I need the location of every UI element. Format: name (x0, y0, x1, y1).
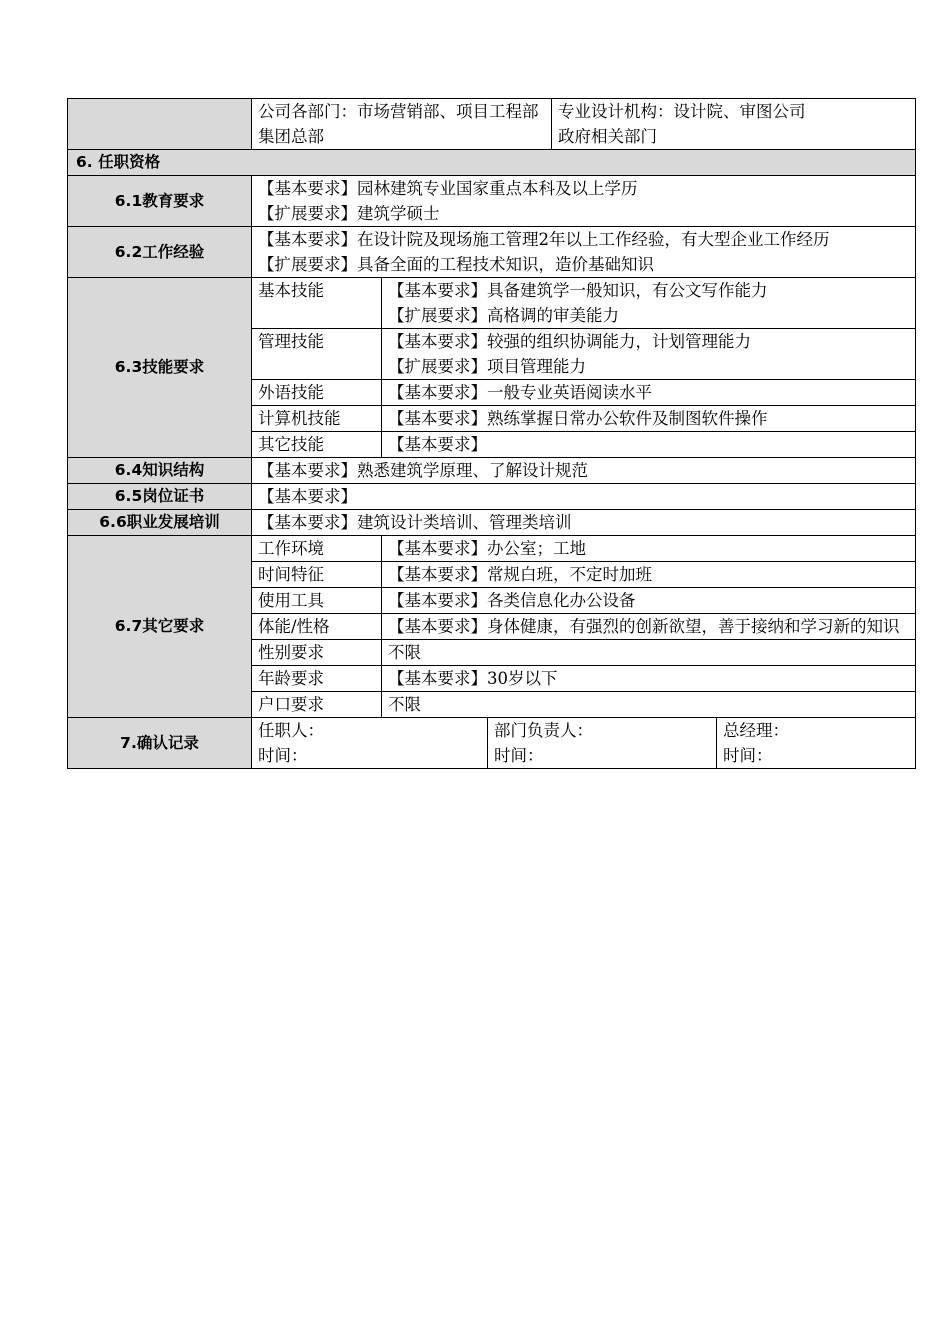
experience-line: 【基本要求】在设计院及现场施工管理2年以上工作经验，有大型企业工作经历 (258, 230, 830, 249)
skill-content (382, 432, 916, 458)
section-6-header-row (68, 150, 916, 176)
signer-cell[interactable] (252, 718, 488, 769)
skill-line: 【基本要求】具备建筑学一般知识，有公文写作能力 (388, 281, 768, 300)
skill-name: 管理技能 (252, 329, 382, 380)
education-content (252, 176, 916, 227)
knowledge-label: 6.4知识结构 (68, 458, 252, 484)
skill-name: 基本技能 (252, 278, 382, 329)
knowledge-row (68, 458, 916, 484)
knowledge-content: 【基本要求】熟悉建筑学原理、了解设计规范 (252, 458, 916, 484)
skill-name: 其它技能 (252, 432, 382, 458)
education-line: 【扩展要求】建筑学硕士 (258, 204, 440, 223)
signer-time: 时间： (494, 746, 544, 765)
other-requirement-name: 工作环境 (252, 536, 382, 562)
training-content: 【基本要求】建筑设计类培训、管理类培训 (252, 510, 916, 536)
internal-contacts-line: 集团总部 (258, 127, 324, 146)
internal-contacts-line: 公司各部门：市场营销部、项目工程部 (258, 102, 539, 121)
signer-role: 部门负责人： (494, 721, 593, 740)
skill-content (382, 380, 916, 406)
other-requirement-name: 使用工具 (252, 588, 382, 614)
skill-line: 【扩展要求】项目管理能力 (388, 357, 586, 376)
signer-role: 总经理： (723, 721, 790, 740)
skill-line: 【基本要求】较强的组织协调能力，计划管理能力 (388, 332, 751, 351)
skill-line: 【基本要求】熟练掌握日常办公软件及制图软件操作 (388, 409, 768, 428)
signer-cell[interactable] (488, 718, 717, 769)
certificate-content: 【基本要求】 (252, 484, 916, 510)
experience-row (68, 227, 916, 278)
signer-time: 时间： (258, 746, 308, 765)
job-qualification-table (67, 98, 916, 769)
other-requirement-content: 【基本要求】各类信息化办公设备 (382, 588, 916, 614)
other-requirement-name: 年龄要求 (252, 666, 382, 692)
experience-content (252, 227, 916, 278)
signer-cell[interactable] (717, 718, 916, 769)
skill-line: 【基本要求】 (388, 435, 487, 454)
skill-content (382, 278, 916, 329)
experience-line: 【扩展要求】具备全面的工程技术知识，造价基础知识 (258, 255, 654, 274)
other-requirement-content: 【基本要求】身体健康，有强烈的创新欲望，善于接纳和学习新的知识 (382, 614, 916, 640)
training-label: 6.6职业发展培训 (68, 510, 252, 536)
education-label: 6.1教育要求 (68, 176, 252, 227)
other-label: 6.7其它要求 (68, 536, 252, 718)
other-requirement-name: 户口要求 (252, 692, 382, 718)
contact-departments-row (68, 99, 916, 150)
certificate-label: 6.5岗位证书 (68, 484, 252, 510)
external-contacts-line: 政府相关部门 (558, 127, 658, 146)
section-6-title: 6. 任职资格 (68, 150, 916, 176)
skill-row (68, 278, 916, 329)
education-line: 【基本要求】园林建筑专业国家重点本科及以上学历 (258, 179, 638, 198)
external-contacts-line: 专业设计机构：设计院、审图公司 (558, 102, 806, 121)
other-requirement-content: 【基本要求】办公室；工地 (382, 536, 916, 562)
skills-label: 6.3技能要求 (68, 278, 252, 458)
signer-role: 任职人： (258, 721, 324, 740)
other-requirement-content: 不限 (382, 640, 916, 666)
other-requirement-content: 【基本要求】30岁以下 (382, 666, 916, 692)
certificate-row (68, 484, 916, 510)
external-contacts-cell (552, 99, 916, 150)
other-requirement-name: 性别要求 (252, 640, 382, 666)
other-requirement-content: 不限 (382, 692, 916, 718)
training-row (68, 510, 916, 536)
experience-label: 6.2工作经验 (68, 227, 252, 278)
confirmation-label: 7.确认记录 (68, 718, 252, 769)
skill-content (382, 406, 916, 432)
other-requirement-content: 【基本要求】常规白班，不定时加班 (382, 562, 916, 588)
confirmation-row (68, 718, 916, 769)
skill-name: 外语技能 (252, 380, 382, 406)
skill-content (382, 329, 916, 380)
education-row (68, 176, 916, 227)
other-requirement-row (68, 536, 916, 562)
other-requirement-name: 体能/性格 (252, 614, 382, 640)
other-requirement-name: 时间特征 (252, 562, 382, 588)
signer-time: 时间： (723, 746, 773, 765)
skill-line: 【扩展要求】高格调的审美能力 (388, 306, 619, 325)
skill-line: 【基本要求】一般专业英语阅读水平 (388, 383, 652, 402)
skill-name: 计算机技能 (252, 406, 382, 432)
internal-contacts-cell (252, 99, 552, 150)
blank-label-cell (68, 99, 252, 150)
